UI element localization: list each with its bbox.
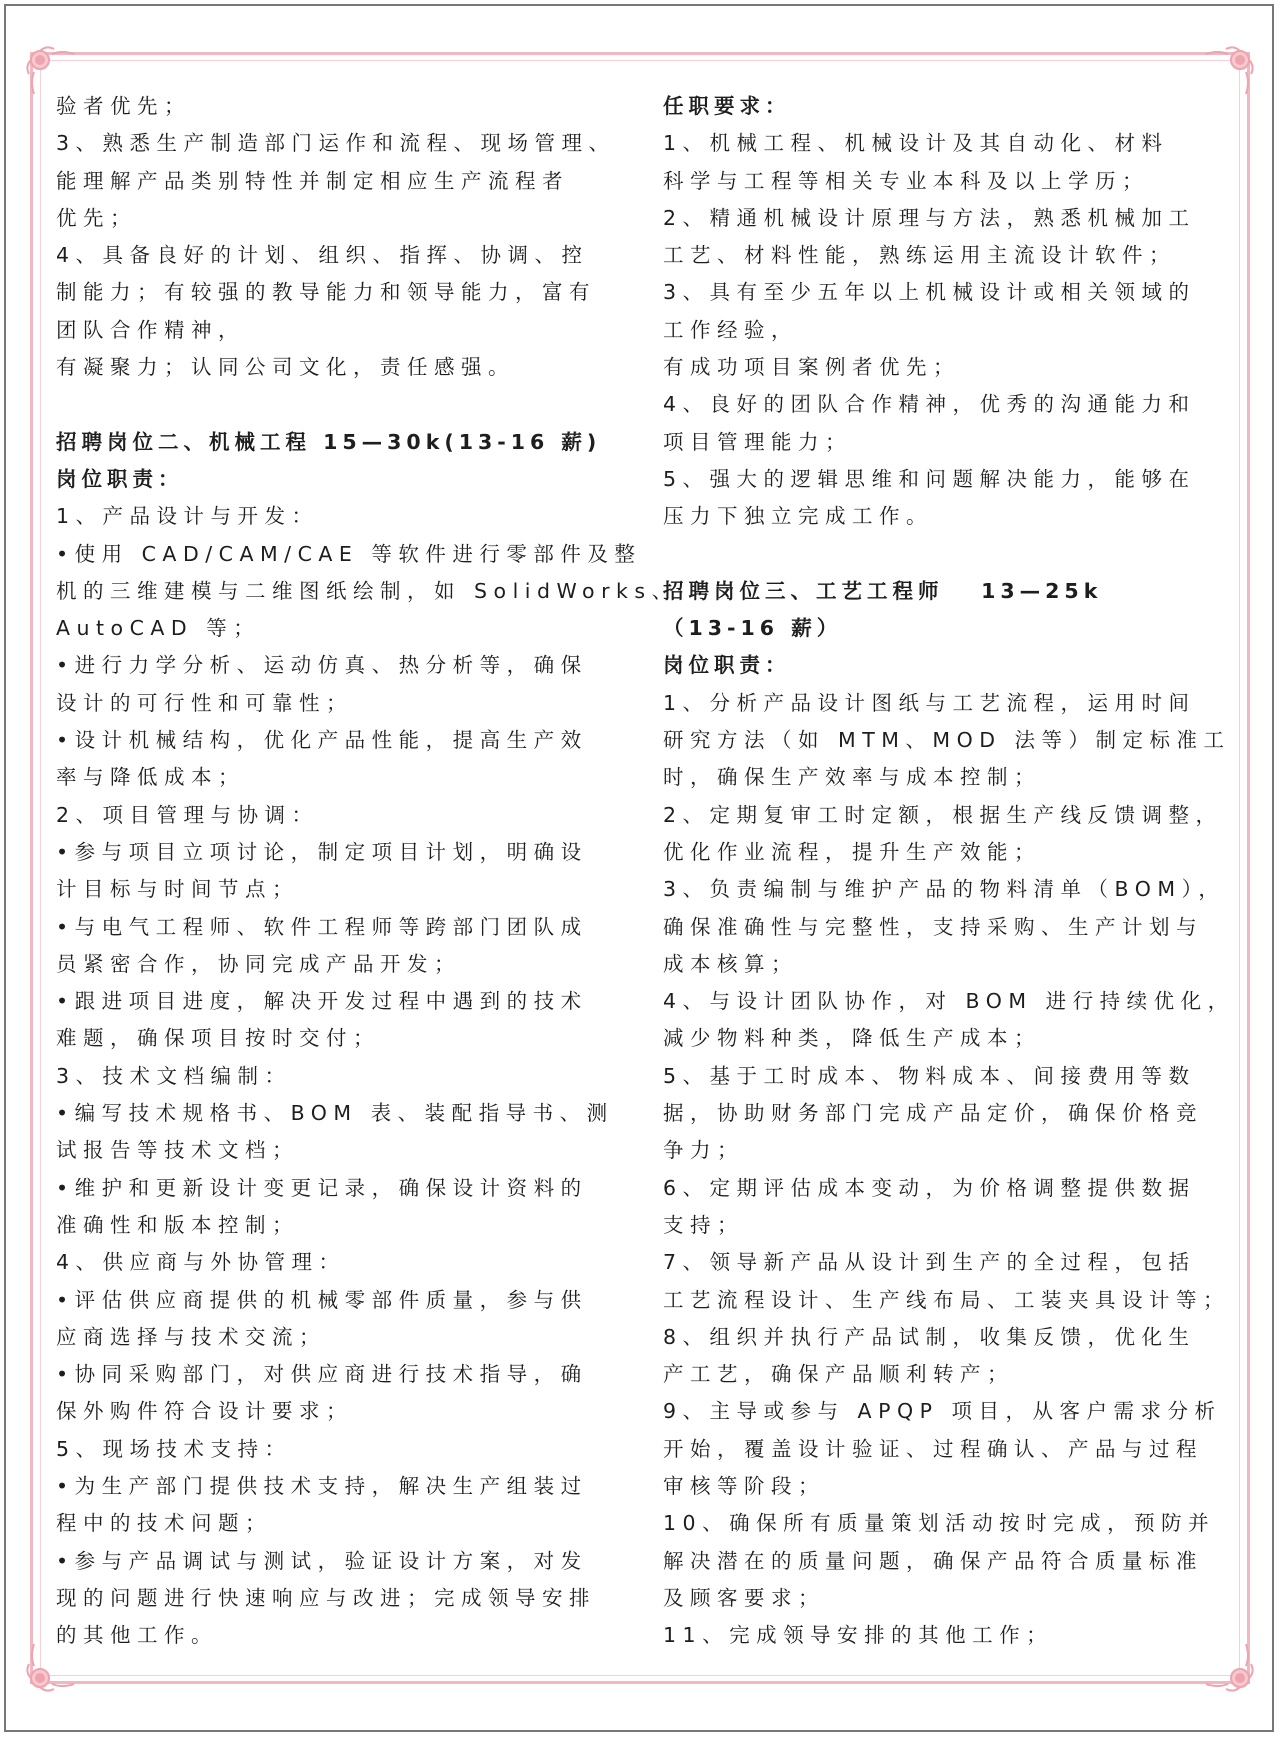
text-line: 2、定期复审工时定额，根据生产线反馈调整， [663, 802, 1223, 827]
text-line: 制能力；有较强的教导能力和领导能力，富有 [56, 280, 596, 305]
text-line: 开始，覆盖设计验证、过程确认、产品与过程 [663, 1436, 1203, 1461]
text-line: 支持； [663, 1212, 744, 1237]
blank-line [56, 386, 616, 423]
text-line: 及顾客要求； [663, 1585, 825, 1610]
text-line: 确保准确性与完整性，支持采购、生产计划与 [663, 914, 1203, 939]
text-line: 验者优先； [56, 94, 191, 118]
text-line: 机的三维建模与二维图纸绘制，如 SolidWorks、 [56, 578, 679, 603]
text-line: 时，确保生产效率与成本控制； [663, 765, 1041, 790]
text-line: 优化作业流程，提升生产效能； [663, 839, 1041, 864]
text-line: •使用 CAD/CAM/CAE 等软件进行零部件及整 [56, 541, 642, 566]
text-line: 设计的可行性和可靠性； [56, 690, 353, 715]
section-heading: 岗位职责： [56, 466, 184, 491]
text-line: •设计机械结构，优化产品性能，提高生产效 [56, 728, 588, 753]
text-line: 2、精通机械设计原理与方法，熟悉机械加工 [663, 205, 1196, 230]
text-line: 有凝聚力；认同公司文化，责任感强。 [56, 355, 515, 380]
text-line: •参与项目立项讨论，制定项目计划，明确设 [56, 839, 588, 864]
text-line: 4、与设计团队协作，对 BOM 进行持续优化， [663, 989, 1235, 1014]
section-heading: （13-16 薪） [663, 616, 843, 641]
text-line: 3、技术文档编制： [56, 1063, 292, 1088]
text-line: 能理解产品类别特性并制定相应生产流程者 [56, 168, 569, 193]
text-line: •评估供应商提供的机械零部件质量，参与供 [56, 1287, 588, 1312]
text-line: 5、基于工时成本、物料成本、间接费用等数 [663, 1063, 1196, 1088]
text-line: 工艺流程设计、生产线布局、工装夹具设计等； [663, 1287, 1230, 1312]
left-text-column [56, 88, 679, 1654]
text-line: 应商选择与技术交流； [56, 1324, 326, 1349]
text-line: •参与产品调试与测试，验证设计方案，对发 [56, 1548, 588, 1573]
text-line: 成本核算； [663, 951, 798, 976]
text-line: 压力下独立完成工作。 [663, 504, 933, 529]
text-line: 有成功项目案例者优先； [663, 355, 960, 380]
text-line: 保外购件符合设计要求； [56, 1399, 353, 1424]
text-line: 难题，确保项目按时交付； [56, 1026, 380, 1051]
text-line: 1、分析产品设计图纸与工艺流程，运用时间 [663, 690, 1196, 715]
text-line: 7、领导新产品从设计到生产的全过程，包括 [663, 1250, 1196, 1275]
text-line: 5、强大的逻辑思维和问题解决能力，能够在 [663, 466, 1196, 491]
text-line: 计目标与时间节点； [56, 877, 299, 902]
text-line: •与电气工程师、软件工程师等跨部门团队成 [56, 914, 588, 939]
text-line: 3、具有至少五年以上机械设计或相关领域的 [663, 280, 1196, 305]
text-line: 2、项目管理与协调： [56, 802, 319, 827]
text-line: 4、良好的团队合作精神，优秀的沟通能力和 [663, 392, 1196, 417]
text-line: 员紧密合作，协同完成产品开发； [56, 951, 461, 976]
text-line: 4、供应商与外协管理： [56, 1250, 346, 1275]
right-text-column [663, 88, 1235, 1654]
text-line: 的其他工作。 [56, 1623, 218, 1648]
text-line: 减少物料种类，降低生产成本； [663, 1026, 1041, 1051]
text-line: 解决潜在的质量问题，确保产品符合质量标准 [663, 1548, 1203, 1573]
section-heading: 任职要求： [663, 94, 791, 118]
text-line: •编写技术规格书、BOM 表、装配指导书、测 [56, 1101, 614, 1126]
text-line: 10、确保所有质量策划活动按时完成，预防并 [663, 1511, 1216, 1536]
text-line: 11、完成领导安排的其他工作； [663, 1623, 1054, 1648]
text-line: •为生产部门提供技术支持，解决生产组装过 [56, 1473, 588, 1498]
text-line: •协同采购部门，对供应商进行技术指导，确 [56, 1362, 588, 1387]
section-heading: 招聘岗位三、工艺工程师 13—25k [663, 578, 1103, 603]
text-line: 6、定期评估成本变动，为价格调整提供数据 [663, 1175, 1196, 1200]
text-line: 团队合作精神， [56, 317, 245, 342]
text-line: •跟进项目进度，解决开发过程中遇到的技术 [56, 989, 588, 1014]
section-heading: 招聘岗位二、机械工程 15—30k(13-16 薪) [56, 429, 602, 454]
text-line: 项目管理能力； [663, 429, 852, 454]
text-line: 程中的技术问题； [56, 1511, 272, 1536]
text-line: 9、主导或参与 APQP 项目，从客户需求分析 [663, 1399, 1222, 1424]
text-line: 率与降低成本； [56, 765, 245, 790]
text-line: •维护和更新设计变更记录，确保设计资料的 [56, 1175, 588, 1200]
text-line: AutoCAD 等； [56, 616, 261, 641]
text-line: 3、负责编制与维护产品的物料清单（BOM）， [663, 877, 1226, 902]
text-line: 试报告等技术文档； [56, 1138, 299, 1163]
text-line: 审核等阶段； [663, 1473, 825, 1498]
text-line: 科学与工程等相关专业本科及以上学历； [663, 168, 1149, 193]
text-line: 据，协助财务部门完成产品定价，确保价格竞 [663, 1101, 1203, 1126]
text-line: 产工艺，确保产品顺利转产； [663, 1362, 1014, 1387]
section-heading: 岗位职责： [663, 653, 791, 678]
text-line: 研究方法（如 MTM、MOD 法等）制定标准工 [663, 728, 1231, 753]
text-line: 优先； [56, 205, 137, 230]
text-line: 现的问题进行快速响应与改进；完成领导安排 [56, 1585, 596, 1610]
text-line: 8、组织并执行产品试制，收集反馈，优化生 [663, 1324, 1196, 1349]
text-line: 准确性和版本控制； [56, 1212, 299, 1237]
text-line: 1、机械工程、机械设计及其自动化、材料 [663, 131, 1169, 156]
text-line: 工艺、材料性能，熟练运用主流设计软件； [663, 243, 1176, 268]
text-line: 5、现场技术支持： [56, 1436, 292, 1461]
blank-line [663, 536, 1228, 573]
text-line: •进行力学分析、运动仿真、热分析等，确保 [56, 653, 588, 678]
text-line: 3、熟悉生产制造部门运作和流程、现场管理、 [56, 131, 616, 156]
text-line: 4、具备良好的计划、组织、指挥、协调、控 [56, 243, 589, 268]
text-line: 争力； [663, 1138, 744, 1163]
text-line: 工作经验， [663, 317, 798, 342]
text-line: 1、产品设计与开发： [56, 504, 319, 529]
